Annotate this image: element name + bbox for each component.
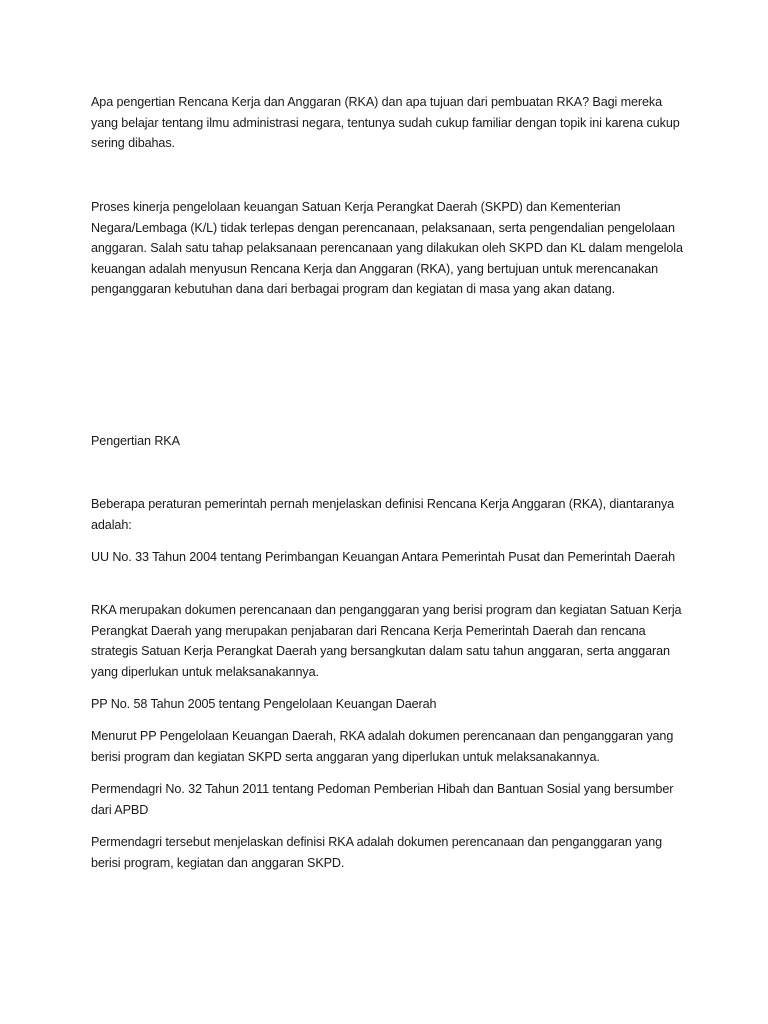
intro-paragraph: Apa pengertian Rencana Kerja dan Anggaran (RKA) dan apa tujuan dari pembuatan RKA? Bagi mereka yang belajar tentang ilmu administrasi negara, tentunya sudah cukup familiar dengan topik ini karena cukup sering dibahas. (91, 95, 680, 150)
regulation-title-permendagri-32: Permendagri No. 32 Tahun 2011 tentang Pedoman Pemberian Hibah dan Bantuan Sosial yang bersumber dari APBD (91, 782, 674, 817)
regulation-definition-pp-58: Menurut PP Pengelolaan Keuangan Daerah, RKA adalah dokumen perencanaan dan penganggaran yang berisi program dan kegiatan SKPD serta anggaran yang diperlukan untuk melaksanakannya. (91, 729, 674, 764)
regulations-intro-paragraph: Beberapa peraturan pemerintah pernah menjelaskan definisi Rencana Kerja Anggaran (RKA), diantaranya adalah: (91, 497, 675, 532)
context-paragraph: Proses kinerja pengelolaan keuangan Satuan Kerja Perangkat Daerah (SKPD) dan Kementerian Negara/Lembaga (K/L) tidak terlepas dengan perencanaan, pelaksanaan, serta pengendalian pengelolaan anggaran. Salah satu tahap pelaksanaan perencanaan yang dilakukan oleh SKPD dan KL dalam mengelola keuangan adalah menyusun Rencana Kerja dan Anggaran (RKA), yang bertujuan untuk merencanakan penganggaran kebutuhan dana dari berbagai program dan kegiatan di masa yang akan datang. (91, 200, 683, 296)
regulation-title-pp-58: PP No. 58 Tahun 2005 tentang Pengelolaan Keuangan Daerah (91, 697, 437, 711)
regulation-title-uu-33: UU No. 33 Tahun 2004 tentang Perimbangan Keuangan Antara Pemerintah Pusat dan Pemerintah Daerah (91, 550, 675, 564)
regulation-definition-uu-33: RKA merupakan dokumen perencanaan dan penganggaran yang berisi program dan kegiatan Satuan Kerja Perangkat Daerah yang merupakan penjabaran dari Rencana Kerja Pemerintah Daerah dan rencana strategis Satuan Kerja Perangkat Daerah yang bersangkutan dalam satu tahun anggaran, serta anggaran yang diperlukan untuk melaksanakannya. (91, 603, 682, 679)
regulation-definition-permendagri-32: Permendagri tersebut menjelaskan definisi RKA adalah dokumen perencanaan dan penganggaran yang berisi program, kegiatan dan anggaran SKPD. (91, 835, 663, 870)
section-heading: Pengertian RKA (91, 434, 180, 448)
